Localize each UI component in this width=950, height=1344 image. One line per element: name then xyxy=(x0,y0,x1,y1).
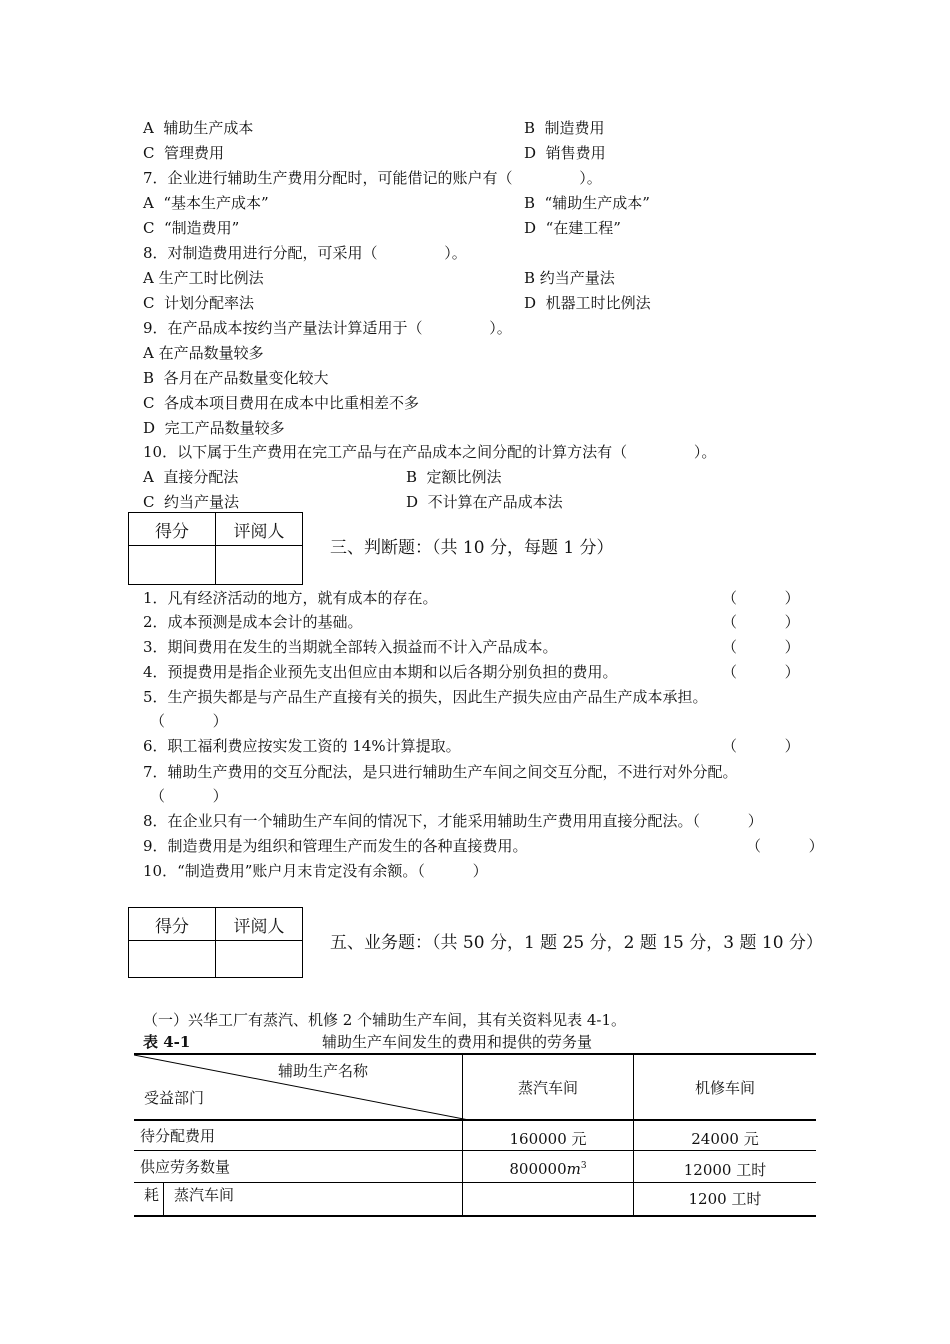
reviewer-label: 评阅人 xyxy=(216,908,303,941)
judge-item-4: 4．预提费用是指企业预先支出但应由本期和以后各期分别负担的费用。 xyxy=(143,663,618,681)
judge-item-9: 9．制造费用是为组织和管理生产而发生的各种直接费用。 xyxy=(143,837,528,855)
consume-sub-label: 蒸汽车间 xyxy=(174,1185,235,1204)
judge-paren-5[interactable]: （ ） xyxy=(150,712,228,730)
judge-item-5: 5．生产损失都是与产品生产直接有关的损失，因此生产损失应由产品生产成本承担。 xyxy=(143,688,708,706)
col-header-steam: 蒸汽车间 xyxy=(463,1054,634,1120)
unit-exponent: 3 xyxy=(580,1161,587,1171)
table-label: 表 4-1 xyxy=(143,1033,191,1051)
q7-option-b: B “辅助生产成本” xyxy=(524,194,650,212)
judge-paren-4[interactable]: （ ） xyxy=(722,663,800,681)
unit-m: m xyxy=(566,1160,581,1178)
q8-option-a: A 生产工时比例法 xyxy=(143,269,264,287)
cell-value: 24000 元 xyxy=(634,1120,817,1150)
col-header-repair: 机修车间 xyxy=(634,1054,817,1120)
header-bottom-label: 受益部门 xyxy=(144,1089,205,1107)
q6-option-d: D 销售费用 xyxy=(524,144,606,162)
q10-option-d: D 不计算在产品成本法 xyxy=(406,493,563,511)
score-cell[interactable] xyxy=(129,546,216,585)
judge-paren-7[interactable]: （ ） xyxy=(150,787,228,805)
q9-stem: 9．在产品成本按约当产量法计算适用于（ ）。 xyxy=(143,319,512,337)
judge-paren-1[interactable]: （ ） xyxy=(722,589,800,607)
quantity-number: 800000 xyxy=(509,1160,567,1178)
cell-value: 12000 工时 xyxy=(634,1150,817,1182)
judge-item-10: 10．“制造费用”账户月末肯定没有余额。（ ） xyxy=(143,862,488,880)
consume-row-cell xyxy=(134,1182,463,1216)
judge-item-8: 8．在企业只有一个辅助生产车间的情况下，才能采用辅助生产费用用直接分配法。（ ） xyxy=(143,812,763,830)
q6-option-a: A 辅助生产成本 xyxy=(143,119,254,137)
reviewer-label: 评阅人 xyxy=(216,513,303,546)
table-caption: 辅助生产车间发生的费用和提供的劳务量 xyxy=(322,1033,593,1051)
section5-title: 五、业务题：（共 50 分，1 题 25 分，2 题 15 分，3 题 10 分） xyxy=(330,933,823,953)
q6-option-b: B 制造费用 xyxy=(524,119,605,137)
cell-value: 1200 工时 xyxy=(634,1182,817,1216)
q8-stem: 8．对制造费用进行分配，可采用（ ）。 xyxy=(143,244,467,262)
diagonal-header-cell xyxy=(134,1054,463,1120)
q10-stem: 10．以下属于生产费用在完工产品与在产品成本之间分配的计算方法有（ ）。 xyxy=(143,443,717,461)
score-label: 得分 xyxy=(129,908,216,941)
q10-option-a: A 直接分配法 xyxy=(143,468,239,486)
cell-value: 160000 元 xyxy=(463,1120,634,1150)
judge-paren-6[interactable]: （ ） xyxy=(722,737,800,755)
q10-option-c: C 约当产量法 xyxy=(143,493,240,511)
table-4-1 xyxy=(134,1053,816,1217)
q9-option-a: A 在产品数量较多 xyxy=(143,344,264,362)
judge-item-1: 1．凡有经济活动的地方，就有成本的存在。 xyxy=(143,589,438,607)
header-top-label: 辅助生产名称 xyxy=(278,1062,369,1080)
reviewer-cell[interactable] xyxy=(216,546,303,585)
judge-paren-9[interactable]: （ ） xyxy=(746,837,824,855)
section3-title: 三、判断题：（共 10 分，每题 1 分） xyxy=(330,538,614,558)
q8-option-c: C 计划分配率法 xyxy=(143,294,255,312)
score-label: 得分 xyxy=(129,513,216,546)
judge-paren-3[interactable]: （ ） xyxy=(722,638,800,656)
q7-option-d: D “在建工程” xyxy=(524,219,621,237)
score-cell[interactable] xyxy=(129,941,216,978)
q9-option-b: B 各月在产品数量变化较大 xyxy=(143,369,329,387)
cell-value-empty xyxy=(463,1182,634,1216)
judge-paren-2[interactable]: （ ） xyxy=(722,613,800,631)
q7-option-c: C “制造费用” xyxy=(143,219,240,237)
q7-stem: 7．企业进行辅助生产费用分配时，可能借记的账户有（ ）。 xyxy=(143,169,602,187)
q6-option-c: C 管理费用 xyxy=(143,144,225,162)
score-box-section3 xyxy=(128,512,303,585)
q7-option-a: A “基本生产成本” xyxy=(143,194,269,212)
row-label: 待分配费用 xyxy=(134,1120,463,1150)
score-box-section5 xyxy=(128,907,303,978)
q9-option-d: D 完工产品数量较多 xyxy=(143,419,285,437)
consume-label: 耗 xyxy=(134,1183,164,1215)
q10-option-b: B 定额比例法 xyxy=(406,468,502,486)
judge-item-2: 2．成本预测是成本会计的基础。 xyxy=(143,613,363,631)
judge-item-3: 3．期间费用在发生的当期就全部转入损益而不计入产品成本。 xyxy=(143,638,558,656)
reviewer-cell[interactable] xyxy=(216,941,303,978)
q8-option-b: B 约当产量法 xyxy=(524,269,615,287)
cell-value xyxy=(463,1150,634,1182)
row-label: 供应劳务数量 xyxy=(134,1150,463,1182)
section5-intro: （一）兴华工厂有蒸汽、机修 2 个辅助生产车间，其有关资料见表 4-1。 xyxy=(143,1011,627,1029)
judge-item-6: 6．职工福利费应按实发工资的 14%计算提取。 xyxy=(143,737,461,755)
judge-item-7: 7．辅助生产费用的交互分配法，是只进行辅助生产车间之间交互分配，不进行对外分配。 xyxy=(143,763,738,781)
q8-option-d: D 机器工时比例法 xyxy=(524,294,651,312)
q9-option-c: C 各成本项目费用在成本中比重相差不多 xyxy=(143,394,420,412)
